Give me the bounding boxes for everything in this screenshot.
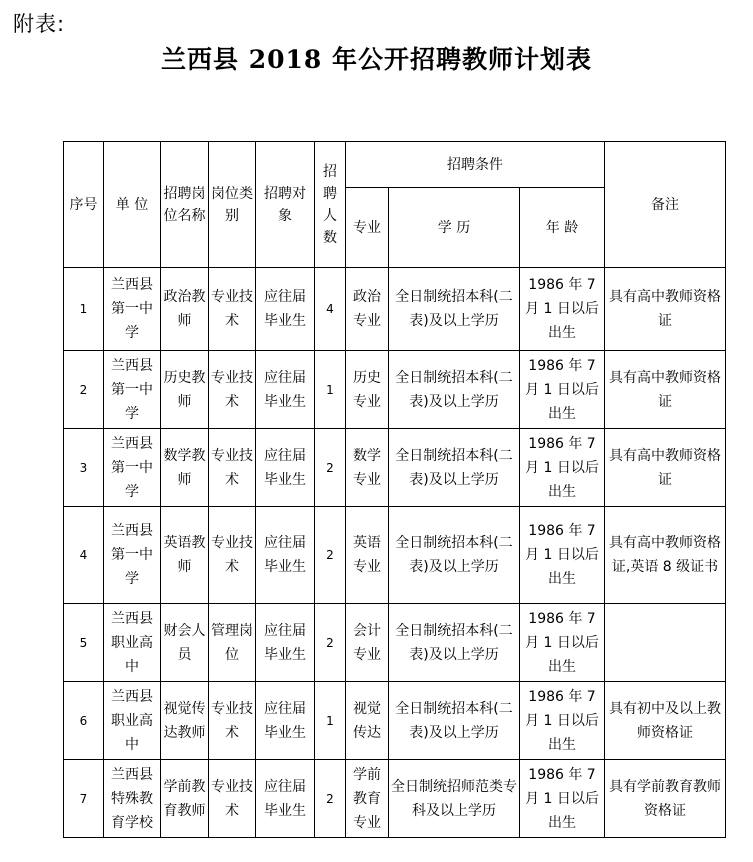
table-row	[64, 268, 726, 351]
cell-education: 全日制统招本科(二表)及以上学历	[389, 604, 520, 682]
cell-major: 会计专业	[346, 604, 389, 682]
cell-position: 财会人员	[161, 604, 209, 682]
cell-position: 英语教师	[161, 507, 209, 604]
cell-target: 应往届毕业生	[256, 760, 315, 838]
cell-age: 1986 年 7 月 1 日以后出生	[520, 351, 605, 429]
cell-target: 应往届毕业生	[256, 351, 315, 429]
cell-unit: 兰西县特殊教育学校	[104, 760, 161, 838]
cell-category: 专业技术	[209, 682, 256, 760]
header-position: 招聘岗位名称	[161, 142, 209, 268]
cell-age: 1986 年 7 月 1 日以后出生	[520, 682, 605, 760]
cell-age: 1986 年 7 月 1 日以后出生	[520, 604, 605, 682]
cell-notes: 具有高中教师资格证	[605, 429, 726, 507]
cell-target: 应往届毕业生	[256, 682, 315, 760]
cell-position: 历史教师	[161, 351, 209, 429]
header-row	[64, 142, 726, 188]
cell-count: 1	[315, 351, 346, 429]
cell-education: 全日制统招本科(二表)及以上学历	[389, 507, 520, 604]
cell-target: 应往届毕业生	[256, 507, 315, 604]
cell-unit: 兰西县第一中学	[104, 429, 161, 507]
header-notes: 备注	[605, 142, 726, 268]
header-education: 学 历	[389, 188, 520, 268]
table-row	[64, 429, 726, 507]
cell-count: 4	[315, 268, 346, 351]
cell-seq: 1	[64, 268, 104, 351]
cell-seq: 3	[64, 429, 104, 507]
cell-major: 政治专业	[346, 268, 389, 351]
header-unit: 单 位	[104, 142, 161, 268]
cell-unit: 兰西县第一中学	[104, 351, 161, 429]
cell-notes: 具有高中教师资格证,英语 8 级证书	[605, 507, 726, 604]
header-major: 专业	[346, 188, 389, 268]
cell-category: 专业技术	[209, 760, 256, 838]
cell-education: 全日制统招本科(二表)及以上学历	[389, 682, 520, 760]
header-age: 年 龄	[520, 188, 605, 268]
cell-category: 专业技术	[209, 429, 256, 507]
cell-count: 2	[315, 760, 346, 838]
header-seq: 序号	[64, 142, 104, 268]
page-title: 兰西县 2018 年公开招聘教师计划表	[161, 45, 592, 74]
cell-seq: 2	[64, 351, 104, 429]
cell-age: 1986 年 7 月 1 日以后出生	[520, 507, 605, 604]
cell-education: 全日制统招本科(二表)及以上学历	[389, 429, 520, 507]
header-category: 岗位类别	[209, 142, 256, 268]
cell-major: 视觉传达	[346, 682, 389, 760]
cell-seq: 5	[64, 604, 104, 682]
cell-seq: 6	[64, 682, 104, 760]
cell-unit: 兰西县第一中学	[104, 507, 161, 604]
cell-age: 1986 年 7 月 1 日以后出生	[520, 268, 605, 351]
table-row	[64, 351, 726, 429]
header-count: 招聘人数	[315, 142, 346, 268]
cell-position: 数学教师	[161, 429, 209, 507]
cell-notes: 具有高中教师资格证	[605, 268, 726, 351]
cell-notes: 具有高中教师资格证	[605, 351, 726, 429]
cell-position: 学前教育教师	[161, 760, 209, 838]
table-row	[64, 507, 726, 604]
cell-unit: 兰西县职业高中	[104, 604, 161, 682]
cell-count: 2	[315, 429, 346, 507]
cell-major: 英语专业	[346, 507, 389, 604]
cell-position: 政治教师	[161, 268, 209, 351]
cell-education: 全日制统招本科(二表)及以上学历	[389, 351, 520, 429]
cell-category: 专业技术	[209, 268, 256, 351]
cell-seq: 4	[64, 507, 104, 604]
table-row	[64, 604, 726, 682]
cell-target: 应往届毕业生	[256, 429, 315, 507]
cell-major: 学前教育专业	[346, 760, 389, 838]
cell-age: 1986 年 7 月 1 日以后出生	[520, 429, 605, 507]
cell-notes: 具有学前教育教师资格证	[605, 760, 726, 838]
cell-count: 2	[315, 507, 346, 604]
cell-unit: 兰西县职业高中	[104, 682, 161, 760]
cell-seq: 7	[64, 760, 104, 838]
cell-category: 专业技术	[209, 507, 256, 604]
cell-category: 专业技术	[209, 351, 256, 429]
header-conditions: 招聘条件	[346, 142, 605, 188]
cell-education: 全日制统招师范类专科及以上学历	[389, 760, 520, 838]
cell-education: 全日制统招本科(二表)及以上学历	[389, 268, 520, 351]
cell-notes	[605, 604, 726, 682]
cell-position: 视觉传达教师	[161, 682, 209, 760]
cell-unit: 兰西县第一中学	[104, 268, 161, 351]
table-row	[64, 682, 726, 760]
cell-count: 2	[315, 604, 346, 682]
cell-category: 管理岗位	[209, 604, 256, 682]
table-row	[64, 760, 726, 838]
annex-label: 附表:	[13, 12, 66, 36]
header-target: 招聘对象	[256, 142, 315, 268]
cell-major: 历史专业	[346, 351, 389, 429]
recruitment-plan-table	[63, 141, 726, 838]
cell-count: 1	[315, 682, 346, 760]
cell-age: 1986 年 7 月 1 日以后出生	[520, 760, 605, 838]
cell-notes: 具有初中及以上教师资格证	[605, 682, 726, 760]
cell-major: 数学专业	[346, 429, 389, 507]
cell-target: 应往届毕业生	[256, 604, 315, 682]
cell-target: 应往届毕业生	[256, 268, 315, 351]
